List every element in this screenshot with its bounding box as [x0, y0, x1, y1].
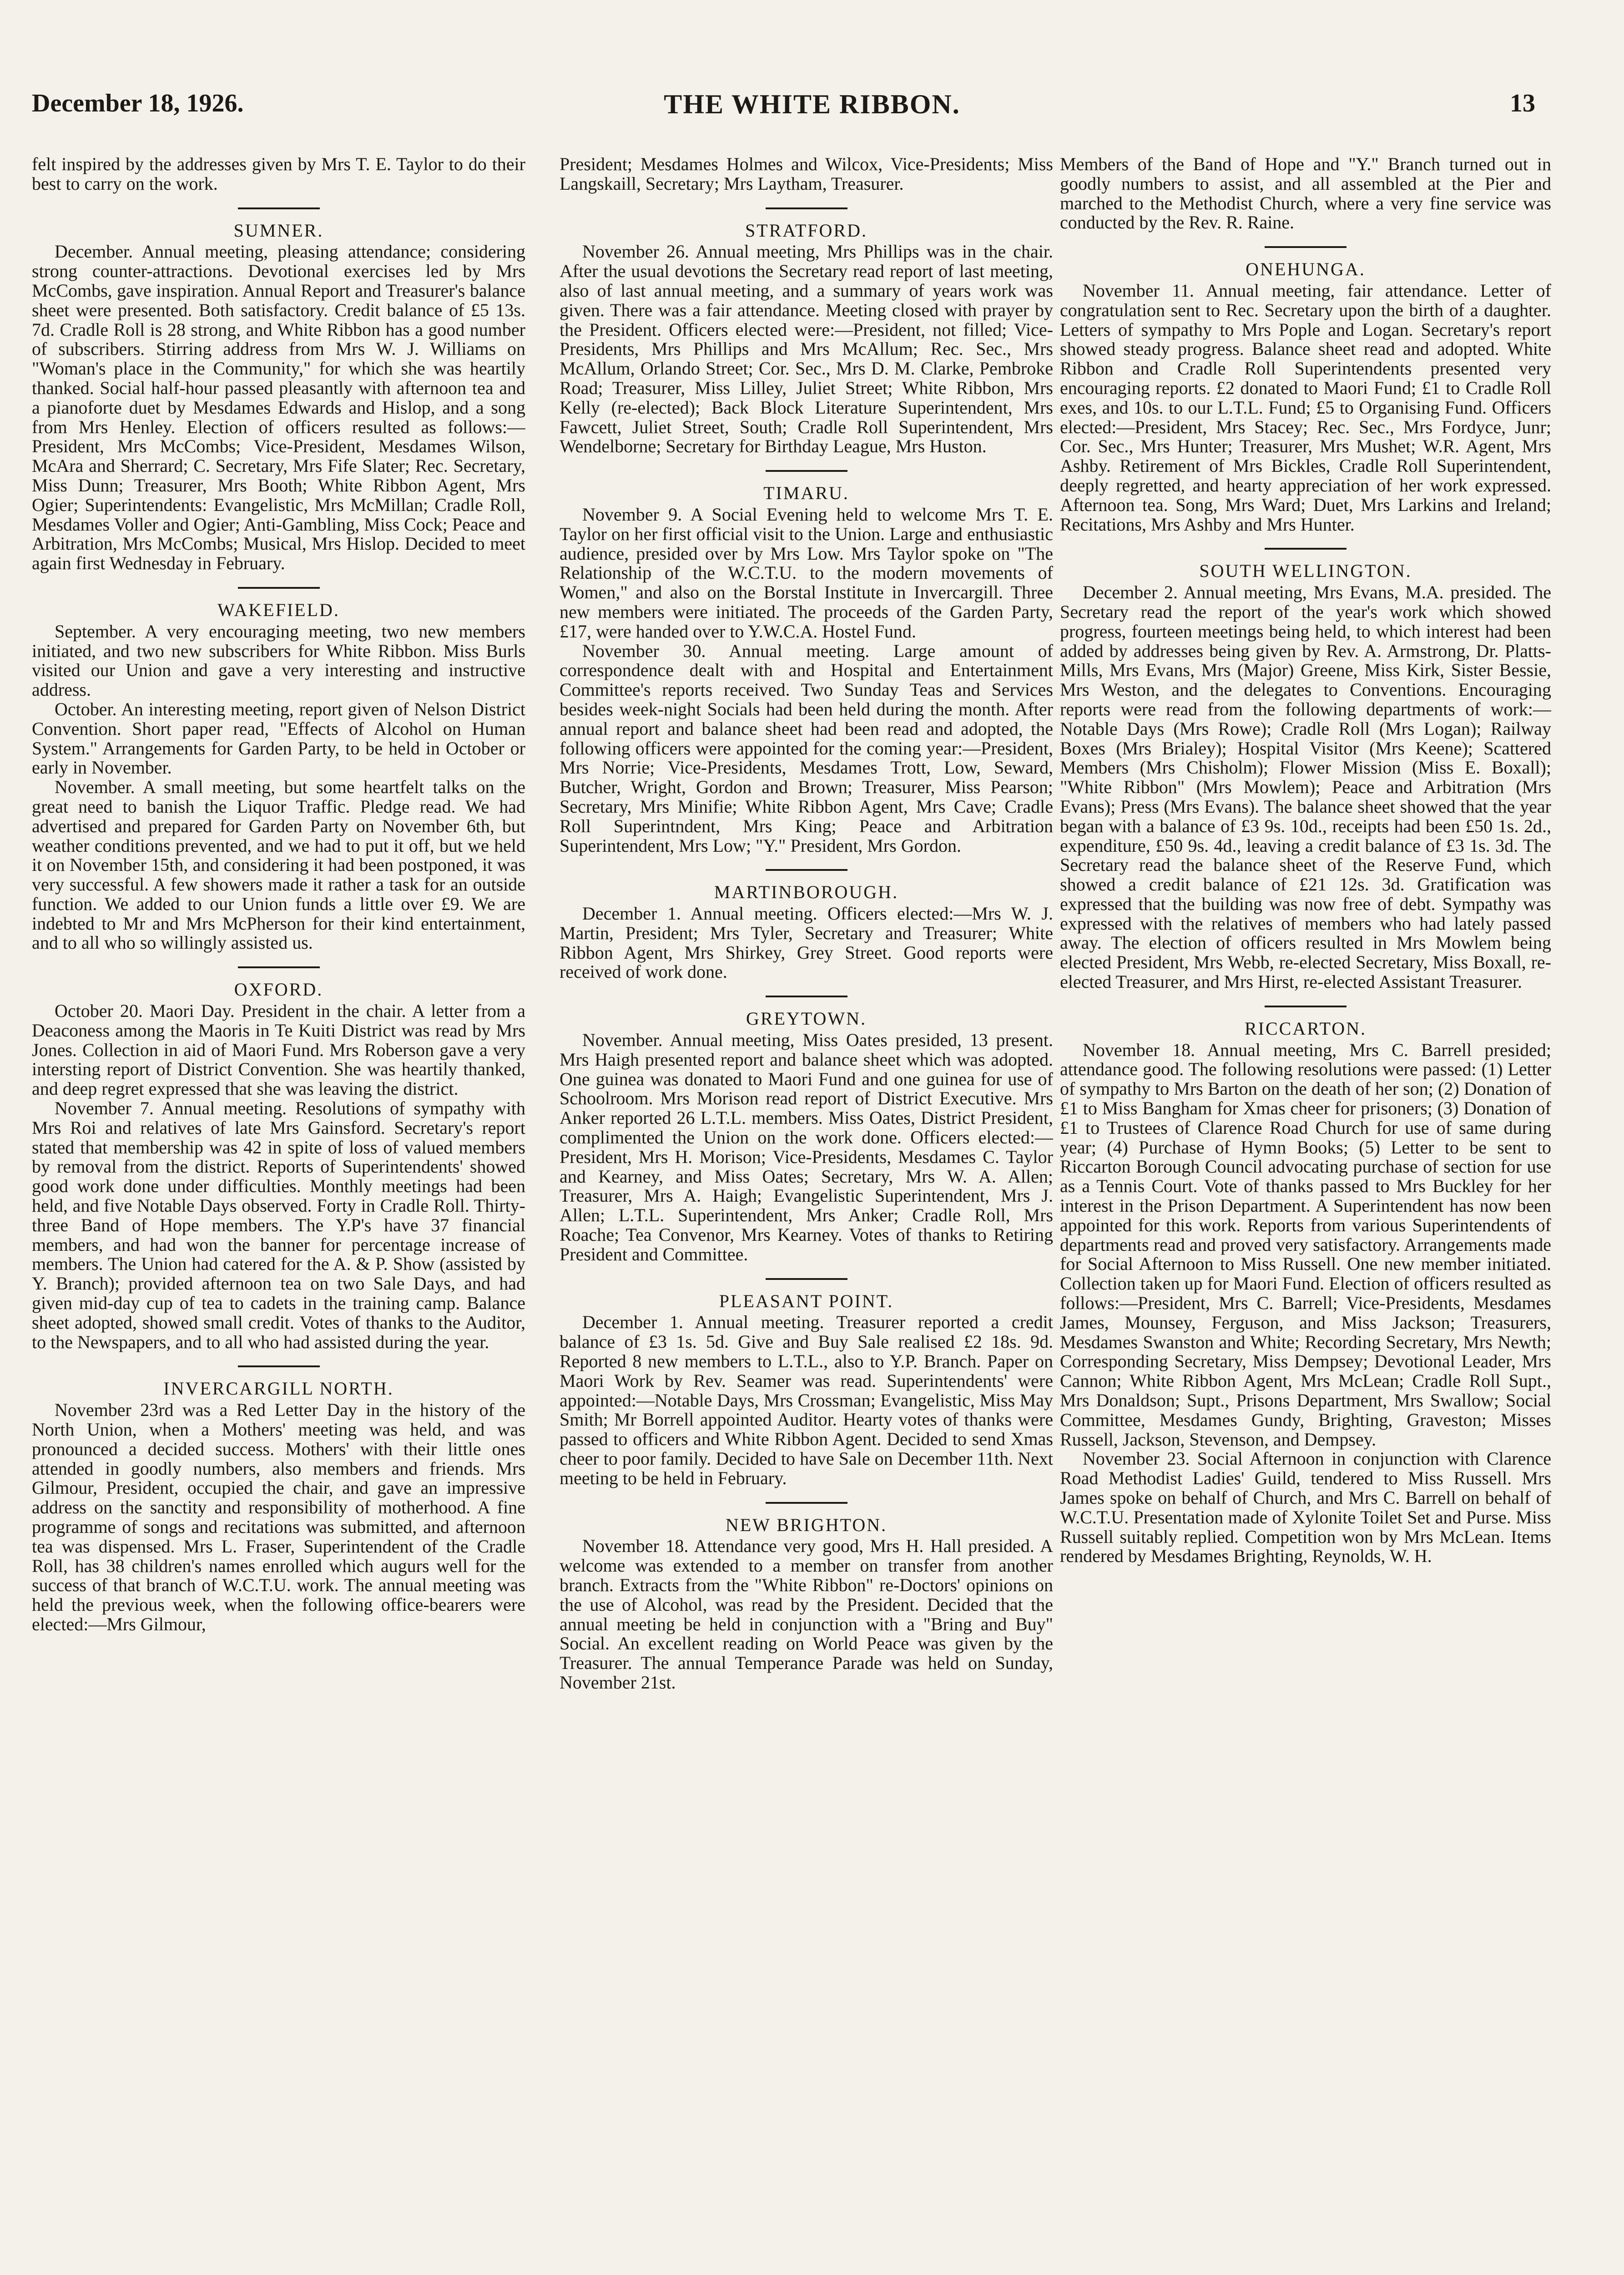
section-divider [1265, 548, 1347, 550]
section-heading: ONEHUNGA. [1246, 259, 1366, 280]
column-2 [560, 155, 1053, 2275]
article-paragraph: September. A very encouraging meeting, two new members initiated, and two new subscribers for White Ribbon. Miss Burls visited our Union and gave a very interesting and instructive address. [32, 621, 525, 700]
section-divider [766, 996, 847, 997]
page-header [0, 89, 1624, 125]
article-paragraph: December. Annual meeting, pleasing attendance; considering strong counter-attractions. Devotional exercises led by Mrs McCombs, gave inspiration. Annual Report and Treasurer's balance sheet were presented. Both satisfactory. Credit balance of £5 13s. 7d. Cradle Roll is 28 strong, and White Ribbon has a good number of subscribers. Stirring address from Mrs W. J. Williams on "Woman's place in the Community," for which she was heartily thanked. Social half-hour passed pleasantly with afternoon tea and a pianoforte duet by Mesdames Edwards and Hislop, and a song from Mrs Henley. Election of officers resulted as follows:—President, Mrs McCombs; Vice-President, Mesdames Wilson, McAra and Sherrard; C. Secretary, Mrs Fife Slater; Rec. Secretary, Miss Dunn; Treasurer, Mrs Booth; White Ribbon Agent, Mrs Ogier; Superintendents: Evangelistic, Mrs McMillan; Cradle Roll, Mesdames Voller and Ogier; Anti-Gambling, Miss Cock; Peace and Arbitration, Mrs McCombs; Musical, Mrs Hislop. Decided to meet again first Wednesday in February. [32, 241, 525, 574]
section-divider [766, 207, 847, 209]
section-heading: NEW BRIGHTON. [725, 1514, 888, 1535]
section-divider [1265, 246, 1347, 248]
section-divider [238, 966, 320, 968]
section-divider [238, 1365, 320, 1367]
article-paragraph: November 18. Annual meeting, Mrs C. Barrell presided; attendance good. The following resolutions were passed: (1) Letter of sympathy to Mrs Barton on the death of her son; (2) Donation of £1 to Miss Bangham for Xmas cheer for prisoners; (3) Donation of £1 to Trustees of Clarence Road Church for use of same during year; (4) Purchase of Hymn Books; (5) Letter to be sent to Riccarton Borough Council advocating purchase of section for use as a Tennis Court. Vote of thanks passed to Mrs Buckley for her interest in the Prison Department. A Superintendent has now been appointed for this work. Reports from various Superintendents of departments read and proved very satisfactory. Arrangements made for Social Afternoon to Miss Russell. One new member initiated. Collection taken up for Maori Fund. Election of officers resulted as follows:—President, Mrs C. Barrell; Vice-Presidents, Mesdames James, Mounsey, Ferguson, and Miss Jackson; Treasurers, Mesdames Swanston and White; Recording Secretary, Mrs Newth; Corresponding Secretary, Miss Dempsey; Devotional Leader, Mrs Cannon; White Ribbon Agent, Mrs McLean; Cradle Roll Supt., Mrs Donaldson; Supt., Prisons Department, Mrs Swallow; Social Committee, Mesdames Gundy, Brighting, Graveston; Misses Russell, Jackson, Stevenson, and Dempsey. [1060, 1039, 1551, 1450]
section-heading: WAKEFIELD. [217, 599, 340, 620]
section-divider [766, 1278, 847, 1280]
article-paragraph: December 1. Annual meeting. Treasurer reported a credit balance of £3 1s. 5d. Give and Buy Sale realised £2 18s. 9d. Reported 8 new members to L.T.L., also to Y.P. Branch. Paper on Maori Work by Rev. Seamer was read. Superintendents' were appointed:—Notable Days, Mrs Crossman; Evangelistic, Miss May Smith; Mr Borrell appointed Auditor. Hearty votes of thanks were passed to officers and White Ribbon Agent. Decided to send Xmas cheer to poor family. Decided to have Sale on December 11th. Next meeting to be held in February. [560, 1312, 1053, 1488]
article-paragraph: November 26. Annual meeting, Mrs Phillips was in the chair. After the usual devotions the Secretary read report of last meeting, also of last annual meeting, and a summary of years work was given. There was a fair attendance. Meeting closed with prayer by the President. Officers elected were:—President, not filled; Vice-Presidents, Mrs Phillips and Mrs McAllum; Rec. Sec., Mrs McAllum, Orlando Street; Cor. Sec., Mrs D. M. Clarke, Pembroke Road; Treasurer, Miss Lilley, Juliet Street; White Ribbon, Mrs Kelly (re-elected); Back Block Literature Superintendent, Mrs Fawcett, Juliet Street, South; Cradle Roll Superintendent, Mrs Wendelborne; Secretary for Birthday League, Mrs Huston. [560, 241, 1053, 457]
article-paragraph: November 9. A Social Evening held to welcome Mrs T. E. Taylor on her first official visit to the Union. Large and enthusiastic audience, presided over by Mrs Low. Mrs Taylor spoke on "The Relationship of the W.C.T.U. to the modern movements of Women," and also on the Borstal Institute in Invercargill. Three new members were initiated. The proceeds of the Garden Party, £17, were handed over to Y.W.C.A. Hostel Fund. [560, 504, 1053, 642]
section-heading: SUMNER. [233, 220, 324, 241]
masthead-title: THE WHITE RIBBON. [664, 89, 960, 119]
section-heading: PLEASANT POINT. [719, 1290, 894, 1311]
article-paragraph: Members of the Band of Hope and "Y." Branch turned out in goodly numbers to assist, and all assembled at the Pier and marched to the Methodist Church, where a very fine service was conducted by the Rev. R. Raine. [1060, 155, 1551, 233]
section-heading: STRATFORD. [745, 220, 867, 241]
section-heading: GREYTOWN. [746, 1008, 867, 1029]
section-divider [766, 1502, 847, 1504]
article-paragraph: December 1. Annual meeting. Officers elected:—Mrs W. J. Martin, President; Mrs Tyler, Secretary and Treasurer; White Ribbon Agent, Mrs Shirkey, Grey Street. Good reports were received of work done. [560, 903, 1053, 982]
section-divider [766, 470, 847, 472]
article-paragraph: November 23rd was a Red Letter Day in the history of the North Union, when a Mothers' meeting was held, and was pronounced a decided success. Mothers' with their little ones attended in goodly numbers, also members and friends. Mrs Gilmour, President, occupied the chair, and gave an impressive address on the sanctity and responsibility of motherhood. A fine programme of songs and recitations was submitted, and afternoon tea was dispensed. Mrs L. Fraser, Superintendent of the Cradle Roll, has 38 children's names enrolled which augurs well for the success of that branch of W.C.T.U. work. The annual meeting was held the previous week, when the following office-bearers were elected:—Mrs Gilmour, [32, 1400, 525, 1634]
article-paragraph: November 23. Social Afternoon in conjunction with Clarence Road Methodist Ladies' Guild, tendered to Miss Russell. Mrs James spoke on behalf of Church, and Mrs C. Barrell on behalf of W.C.T.U. Presentation made of Xylonite Toilet Set and Purse. Miss Russell suitably replied. Competition won by Mrs McLean. Items rendered by Mesdames Brighting, Reynolds, W. H. [1060, 1448, 1551, 1567]
article-paragraph: November. A small meeting, but some heartfelt talks on the great need to banish the Liquor Traffic. Pledge read. We had advertised and prepared for Garden Party on November 6th, but weather conditions prevented, and we had to put it off, but we held it on November 15th, and considering it had been postponed, it was very successful. A few showers made it rather a task for an outside function. We added to our Union funds a little over £9. We are indebted to Mr and Mrs McPherson for their kind entertainment, and to all who so willingly assisted us. [32, 777, 525, 953]
column-1 [32, 155, 525, 2275]
article-paragraph: November 30. Annual meeting. Large amount of correspondence dealt with and Hospital and Entertainment Committee's reports received. Two Sunday Teas and Services besides week-night Socials had been held during the month. After annual report and balance sheet had been read and adopted, the following officers were appointed for the coming year:—President, Mrs Norrie; Vice-Presidents, Mesdames Trott, Low, Seward, Butcher, Wright, Gordon and Brown; Treasurer, Miss Pearson; Secretary, Mrs Minifie; White Ribbon Agent, Mrs Cave; Cradle Roll Superintndent, Mrs King; Peace and Arbitration Superintendent, Mrs Low; "Y." President, Mrs Gordon. [560, 640, 1053, 856]
column-3 [1060, 155, 1551, 2275]
section-heading: SOUTH WELLINGTON. [1199, 561, 1412, 581]
article-paragraph: October. An interesting meeting, report given of Nelson District Convention. Short paper read, "Effects of Alcohol on Human System." Arrangements for Garden Party, to be held in October or early in November. [32, 698, 525, 778]
page-number: 13 [1510, 89, 1535, 117]
section-heading: OXFORD. [234, 979, 323, 1000]
section-divider [238, 587, 320, 589]
article-paragraph: November 18. Attendance very good, Mrs H. Hall presided. A welcome was extended to a member on transfer from another branch. Extracts from the "White Ribbon" re-Doctors' opinions on the use of Alcohol, was read by the President. Decided that the annual meeting be held in conjunction with a "Bring and Buy" Social. An excellent reading on World Peace was given by the Treasurer. The annual Temperance Parade was held on Sunday, November 21st. [560, 1536, 1053, 1693]
section-divider [766, 869, 847, 871]
article-paragraph: felt inspired by the addresses given by Mrs T. E. Taylor to do their best to carry on the work. [32, 155, 525, 194]
article-paragraph: President; Mesdames Holmes and Wilcox, Vice-Presidents; Miss Langskaill, Secretary; Mrs Laytham, Treasurer. [560, 155, 1053, 194]
article-paragraph: December 2. Annual meeting, Mrs Evans, M.A. presided. The Secretary read the report of the year's work which showed progress, fourteen meetings being held, to which interest had been added by addresses being given by Rev. A. Armstrong, Dr. Platts-Mills, Mrs Evans, Mrs (Major) Greene, Miss Kirk, Sister Bessie, Mrs Weston, and the delegates to Conventions. Encouraging reports were read from the following departments of work:—Notable Days (Mrs Rowe); Cradle Roll (Mrs Logan); Railway Boxes (Mrs Brialey); Hospital Visitor (Mrs Keene); Scattered Members (Mrs Chisholm); Flower Mission (Miss E. Boxall); "White Ribbon" (Mrs Mowlem); Peace and Arbitration (Mrs Evans); Press (Mrs Evans). The balance sheet showed that the year began with a balance of £3 9s. 10d., receipts had been £50 1s. 2d., expenditure, £50 9s. 4d., leaving a credit balance of £3 1s. 3d. The Secretary read the balance sheet of the Reserve Fund, which showed a credit balance of £21 12s. 3d. Gratification was expressed that the building was now free of debt. Sympathy was expressed with the relatives of members who had lately passed away. The election of officers resulted in Mrs Mowlem being elected President, Mrs Webb, re-elected Secretary, Miss Boxall, re-elected Treasurer, and Mrs Hirst, re-elected Assistant Treasurer. [1060, 582, 1551, 992]
article-paragraph: November 7. Annual meeting. Resolutions of sympathy with Mrs Roi and relatives of late Mrs Gainsford. Secretary's report stated that membership was 42 in spite of loss of valued members by removal from the district. Reports of Superintendents' showed good work done under difficulties. Monthly meetings had been held, and five Notable Days observed. Forty in Cradle Roll. Thirty-three Band of Hope members. The Y.P's have 37 financial members, and had won the banner for percentage increase of members. The Union had catered for the A. & P. Show (assisted by Y. Branch); provided afternoon tea on two Sale Days, and had given mid-day cup of tea to cadets in the training camp. Balance sheet adopted, showed small credit. Votes of thanks to the Auditor, to the Newspapers, and to all who had assisted during the year. [32, 1098, 525, 1352]
article-paragraph: November 11. Annual meeting, fair attendance. Letter of congratulation sent to Rec. Secretary upon the birth of a daughter. Letters of sympathy to Mrs Pople and Logan. Secretary's report showed steady progress. Balance sheet read and adopted. White Ribbon and Cradle Roll Superintendents presented very encouraging reports. £2 donated to Maori Fund; £1 to Cradle Roll exes, and 10s. to our L.T.L. Fund; £5 to Organising Fund. Officers elected:—President, Mrs Stacey; Rec. Sec., Mrs Fordyce, Junr; Cor. Sec., Mrs Hunter; Treasurer, Mrs Mushet; W.R. Agent, Mrs Ashby. Retirement of Mrs Bickles, Cradle Roll Superintendent, deeply regretted, and hearty appreciation of her work expressed. Afternoon tea. Song, Mrs Ward; Duet, Mrs Larkins and Ireland; Recitations, Mrs Ashby and Mrs Hunter. [1060, 280, 1551, 535]
article-paragraph: November. Annual meeting, Miss Oates presided, 13 present. Mrs Haigh presented report and balance sheet which was adopted. One guinea was donated to Maori Fund and one guinea for use of Schoolroom. Mrs Morison read report of District Executive. Mrs Anker reported 26 L.T.L. members. Miss Oates, District President, complimented the Union on the work done. Officers elected:—President, Mrs H. Morison; Vice-Presidents, Mesdames C. Taylor and Kearney, and Miss Oates; Secretary, Mrs W. A. Allen; Treasurer, Mrs A. Haigh; Evangelistic Superintendent, Mrs J. Allen; L.T.L. Superintendent, Mrs Anker; Cradle Roll, Mrs Roache; Tea Convenor, Mrs Kearney. Votes of thanks to Retiring President and Committee. [560, 1030, 1053, 1264]
issue-date: December 18, 1926. [32, 89, 244, 117]
article-paragraph: October 20. Maori Day. President in the chair. A letter from a Deaconess among the Maoris in Te Kuiti District was read by Mrs Jones. Collection in aid of Maori Fund. Mrs Roberson gave a very intersting report of District Convention. She was heartily thanked, and deep regret expressed that she was leaving the district. [32, 1001, 525, 1099]
section-divider [238, 207, 320, 209]
section-heading: TIMARU. [763, 483, 849, 504]
section-heading: MARTINBOROUGH. [714, 882, 899, 903]
section-divider [1265, 1006, 1347, 1007]
section-heading: INVERCARGILL NORTH. [163, 1378, 394, 1399]
section-heading: RICCARTON. [1244, 1018, 1367, 1039]
